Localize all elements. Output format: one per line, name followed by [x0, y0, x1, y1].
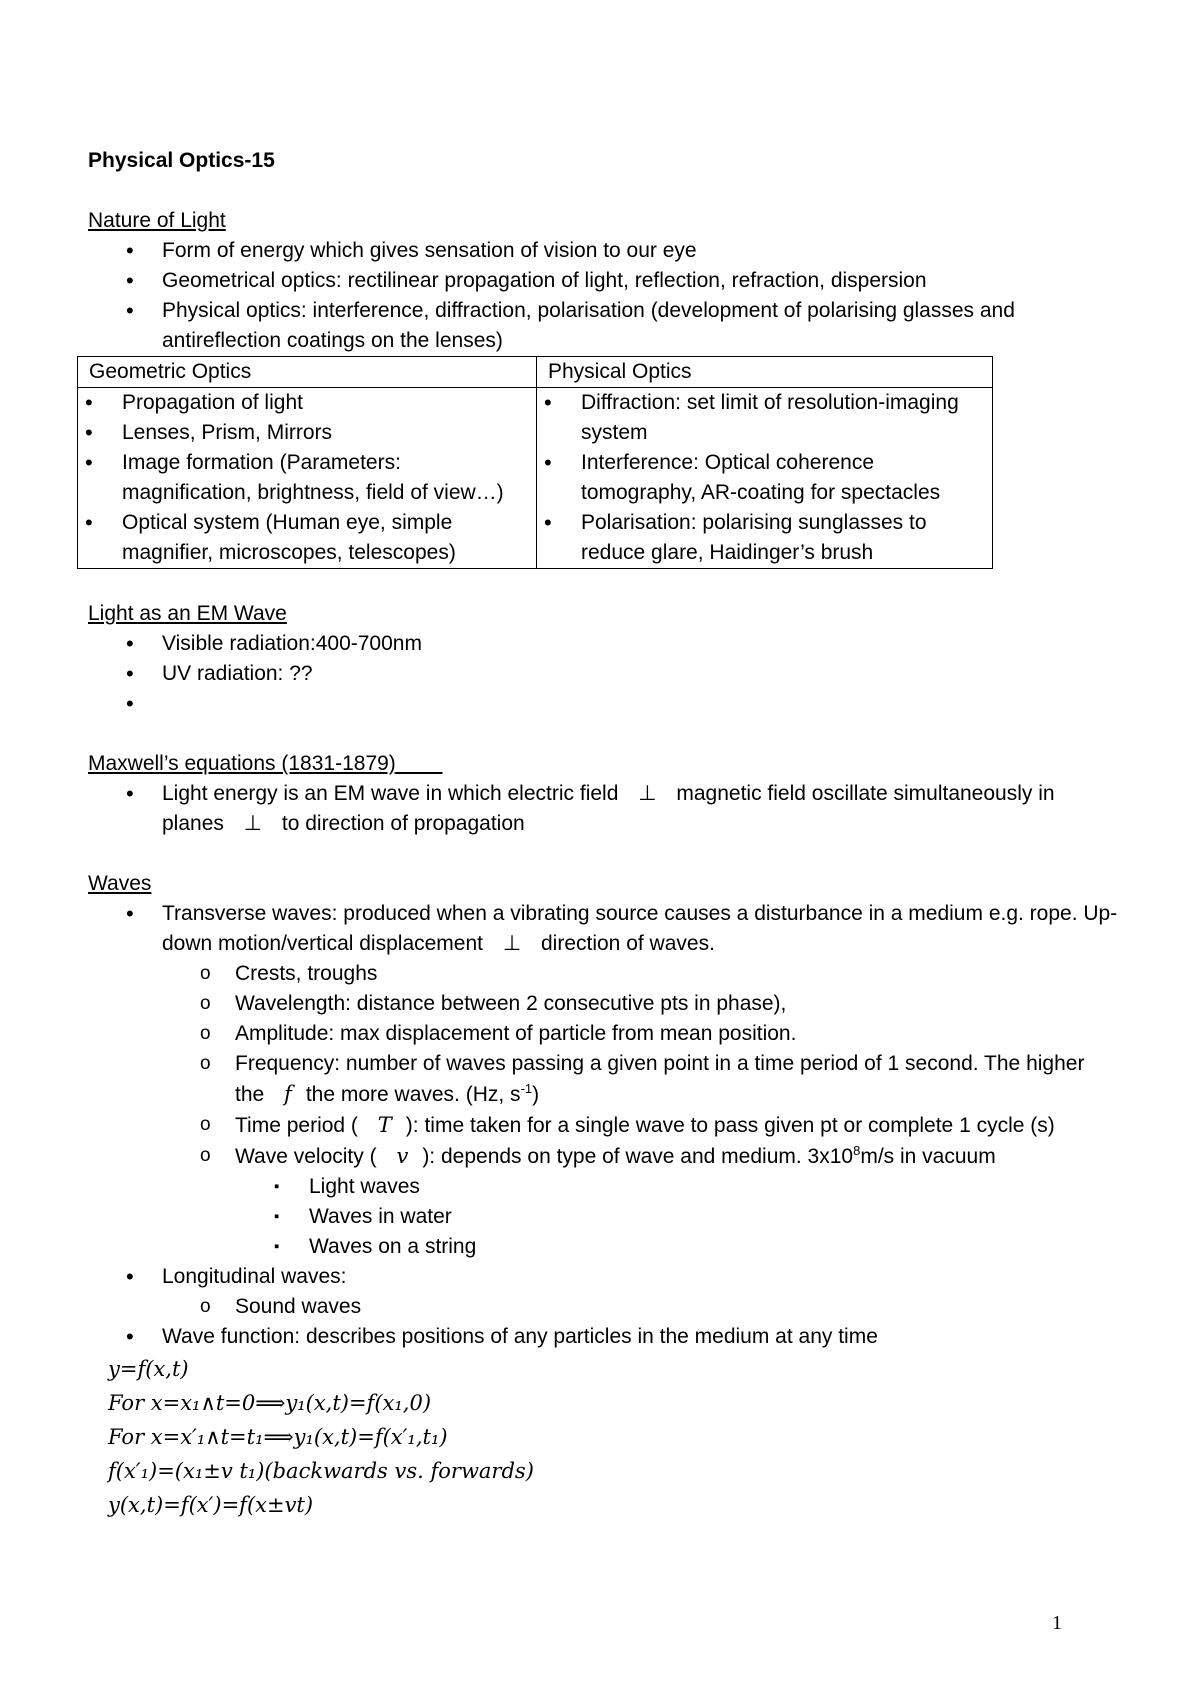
- page-number: 1: [1052, 1612, 1062, 1634]
- maxwell-text-a: Light energy is an EM wave in which electric field: [162, 782, 619, 805]
- list-item: [88, 779, 1118, 839]
- frequency-text-b: the more waves. (Hz, s: [305, 1083, 521, 1106]
- list-item: • Longitudinal waves:: [88, 1262, 1118, 1292]
- velocity-symbol: v: [396, 1144, 409, 1168]
- period-symbol: T: [377, 1113, 392, 1137]
- list-item: • Polarisation: polarising sunglasses to reduce glare, Haidinger’s brush: [548, 508, 992, 568]
- velocity-text-a: Wave velocity (: [235, 1145, 377, 1168]
- waves-list: [88, 899, 1118, 959]
- wave-function-list: [88, 1322, 1118, 1352]
- section-heading-nature: Nature of Light: [88, 209, 226, 232]
- optics-comparison-table: [77, 356, 993, 569]
- list-item: • Lenses, Prism, Mirrors: [89, 418, 536, 448]
- section-heading-em-wave: Light as an EM Wave: [88, 602, 287, 625]
- equation-line: f(x′₁)=(x₁±v t₁)(backwards vs. forwards): [108, 1459, 534, 1483]
- table-header-row: [78, 357, 993, 388]
- velocity-exponent: 8: [853, 1143, 861, 1158]
- table-header-physical: Physical Optics: [537, 357, 993, 388]
- perpendicular-symbol: ⊥: [243, 812, 263, 835]
- perpendicular-symbol: ⊥: [502, 932, 522, 955]
- transverse-text-b: direction of waves.: [540, 932, 715, 955]
- list-item: [88, 689, 1118, 719]
- frequency-text-c: ): [532, 1083, 540, 1106]
- table-header-geometric: Geometric Optics: [78, 357, 537, 388]
- table-cell-geometric: [78, 388, 537, 569]
- nature-list: [88, 236, 1118, 356]
- velocity-text-b: ): depends on type of wave and medium. 3x10: [422, 1145, 854, 1168]
- transverse-sub-list: [88, 959, 1118, 1172]
- list-item: ▪ Light waves: [88, 1172, 1118, 1202]
- list-item: ▪ Waves in water: [88, 1202, 1118, 1232]
- maxwell-text-c: to direction of propagation: [281, 812, 525, 835]
- list-item: • Interference: Optical coherence tomography, AR-coating for spectacles: [548, 448, 992, 508]
- velocity-text-c: m/s in vacuum: [860, 1145, 996, 1168]
- frequency-text-a: Frequency: number of waves passing a given point in a time period of 1 second. The higher the: [235, 1052, 1085, 1106]
- list-item: o Crests, troughs: [88, 959, 1118, 989]
- list-item: [88, 1049, 1118, 1110]
- transverse-text-a: Transverse waves: produced when a vibrating source causes a disturbance in a medium e.g. rope. Up-down motion/vertical displacement: [162, 902, 1118, 955]
- table-row: [78, 388, 993, 569]
- list-item: • Form of energy which gives sensation of vision to our eye: [88, 236, 1118, 266]
- list-item: • Image formation (Parameters: magnification, brightness, field of view…): [89, 448, 536, 508]
- perpendicular-symbol: ⊥: [638, 782, 657, 805]
- list-item: ▪ Waves on a string: [88, 1232, 1118, 1262]
- list-item: • Visible radiation:400-700nm: [88, 629, 1118, 659]
- list-item: o Wavelength: distance between 2 consecutive pts in phase),: [88, 989, 1118, 1019]
- period-text-a: Time period (: [235, 1114, 358, 1137]
- maxwell-text-b: magnetic field oscillate simultaneously in planes: [162, 782, 1055, 835]
- maxwell-list: [88, 779, 1118, 839]
- list-item: o Amplitude: max displacement of particle from mean position.: [88, 1019, 1118, 1049]
- list-item: • Wave function: describes positions of any particles in the medium at any time: [88, 1322, 1118, 1352]
- frequency-exponent: -1: [520, 1081, 533, 1096]
- frequency-symbol: f: [284, 1082, 292, 1106]
- list-item: o Sound waves: [88, 1292, 1118, 1322]
- list-item: • Geometrical optics: rectilinear propagation of light, reflection, refraction, dispersion: [88, 266, 1118, 296]
- list-item: [88, 1141, 1118, 1172]
- list-item: • Optical system (Human eye, simple magnifier, microscopes, telescopes): [89, 508, 536, 568]
- document-title: Physical Optics-15: [88, 149, 275, 172]
- longitudinal-sub-list: [88, 1292, 1118, 1322]
- list-item: • Physical optics: interference, diffraction, polarisation (development of polarising glasses and antireflection coatings on the lenses): [88, 296, 1118, 356]
- list-item: • Propagation of light: [89, 388, 536, 418]
- em-list: [88, 629, 1118, 719]
- maxwell-heading-text: Maxwell’s equations (1831-1879): [88, 752, 396, 775]
- period-text-b: ): time taken for a single wave to pass given pt or complete 1 cycle (s): [405, 1114, 1055, 1137]
- velocity-sub-list: [88, 1172, 1118, 1262]
- list-item: [88, 899, 1118, 959]
- table-cell-physical: [537, 388, 993, 569]
- equation-line: y(x,t)=f(x′)=f(x±vt): [108, 1493, 314, 1517]
- list-item: [88, 1110, 1118, 1141]
- section-heading-waves: Waves: [88, 872, 152, 895]
- longitudinal-list: [88, 1262, 1118, 1292]
- equation-line: For x=x₁∧t=0⟹y₁(x,t)=f(x₁,0): [108, 1391, 432, 1415]
- list-item: • UV radiation: ??: [88, 659, 1118, 689]
- section-heading-maxwell: [88, 749, 1118, 779]
- list-item: • Diffraction: set limit of resolution-imaging system: [548, 388, 992, 448]
- equation-line: y=f(x,t): [108, 1357, 189, 1381]
- page-content: [88, 146, 1118, 1522]
- equation-line: For x=x′₁∧t=t₁⟹y₁(x,t)=f(x′₁,t₁): [108, 1425, 448, 1449]
